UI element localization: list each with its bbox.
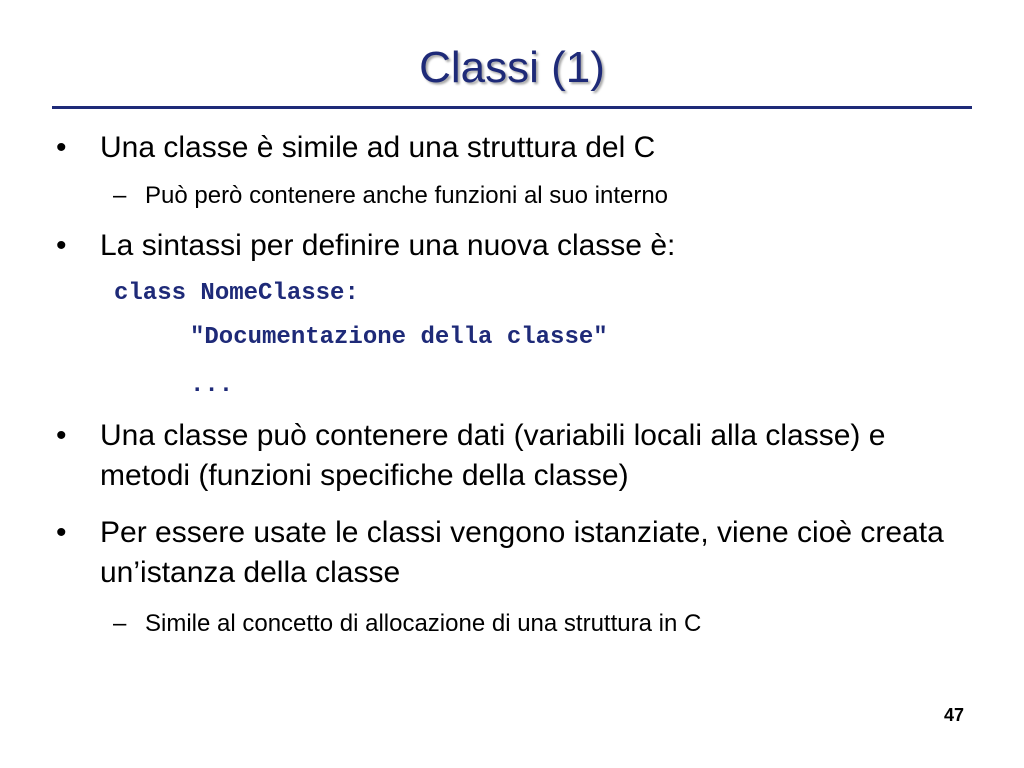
- code-line-docstring: "Documentazione della classe": [190, 324, 608, 351]
- bullet-text: Una classe è simile ad una struttura del C: [100, 131, 656, 164]
- slide-title: Classi (1): [419, 43, 605, 92]
- bullet-text: La sintassi per definire una nuova classe è:: [100, 229, 676, 262]
- bullet-mark: •: [56, 131, 67, 164]
- title-underline: [52, 106, 972, 109]
- code-line-class-declaration: class NomeClasse:: [114, 280, 359, 307]
- bullet-mark: •: [56, 419, 67, 452]
- sub-bullet-text: Può però contenere anche funzioni al suo interno: [145, 182, 669, 209]
- sub-bullet-mark: –: [113, 182, 127, 209]
- bullet-mark: •: [56, 229, 67, 262]
- sub-bullet-mark: –: [113, 610, 127, 637]
- sub-bullet-text: Simile al concetto di allocazione di una struttura in C: [145, 610, 702, 637]
- page-number: 47: [943, 705, 964, 725]
- code-line-ellipsis: ...: [190, 372, 234, 399]
- bullet-mark: •: [56, 516, 67, 549]
- bullet-text: Per essere usate le classi vengono istanziate, viene cioè creata un’istanza della classe: [100, 516, 944, 589]
- bullet-text: Una classe può contenere dati (variabili locali alla classe) e metodi (funzioni specifiche della classe): [100, 419, 886, 492]
